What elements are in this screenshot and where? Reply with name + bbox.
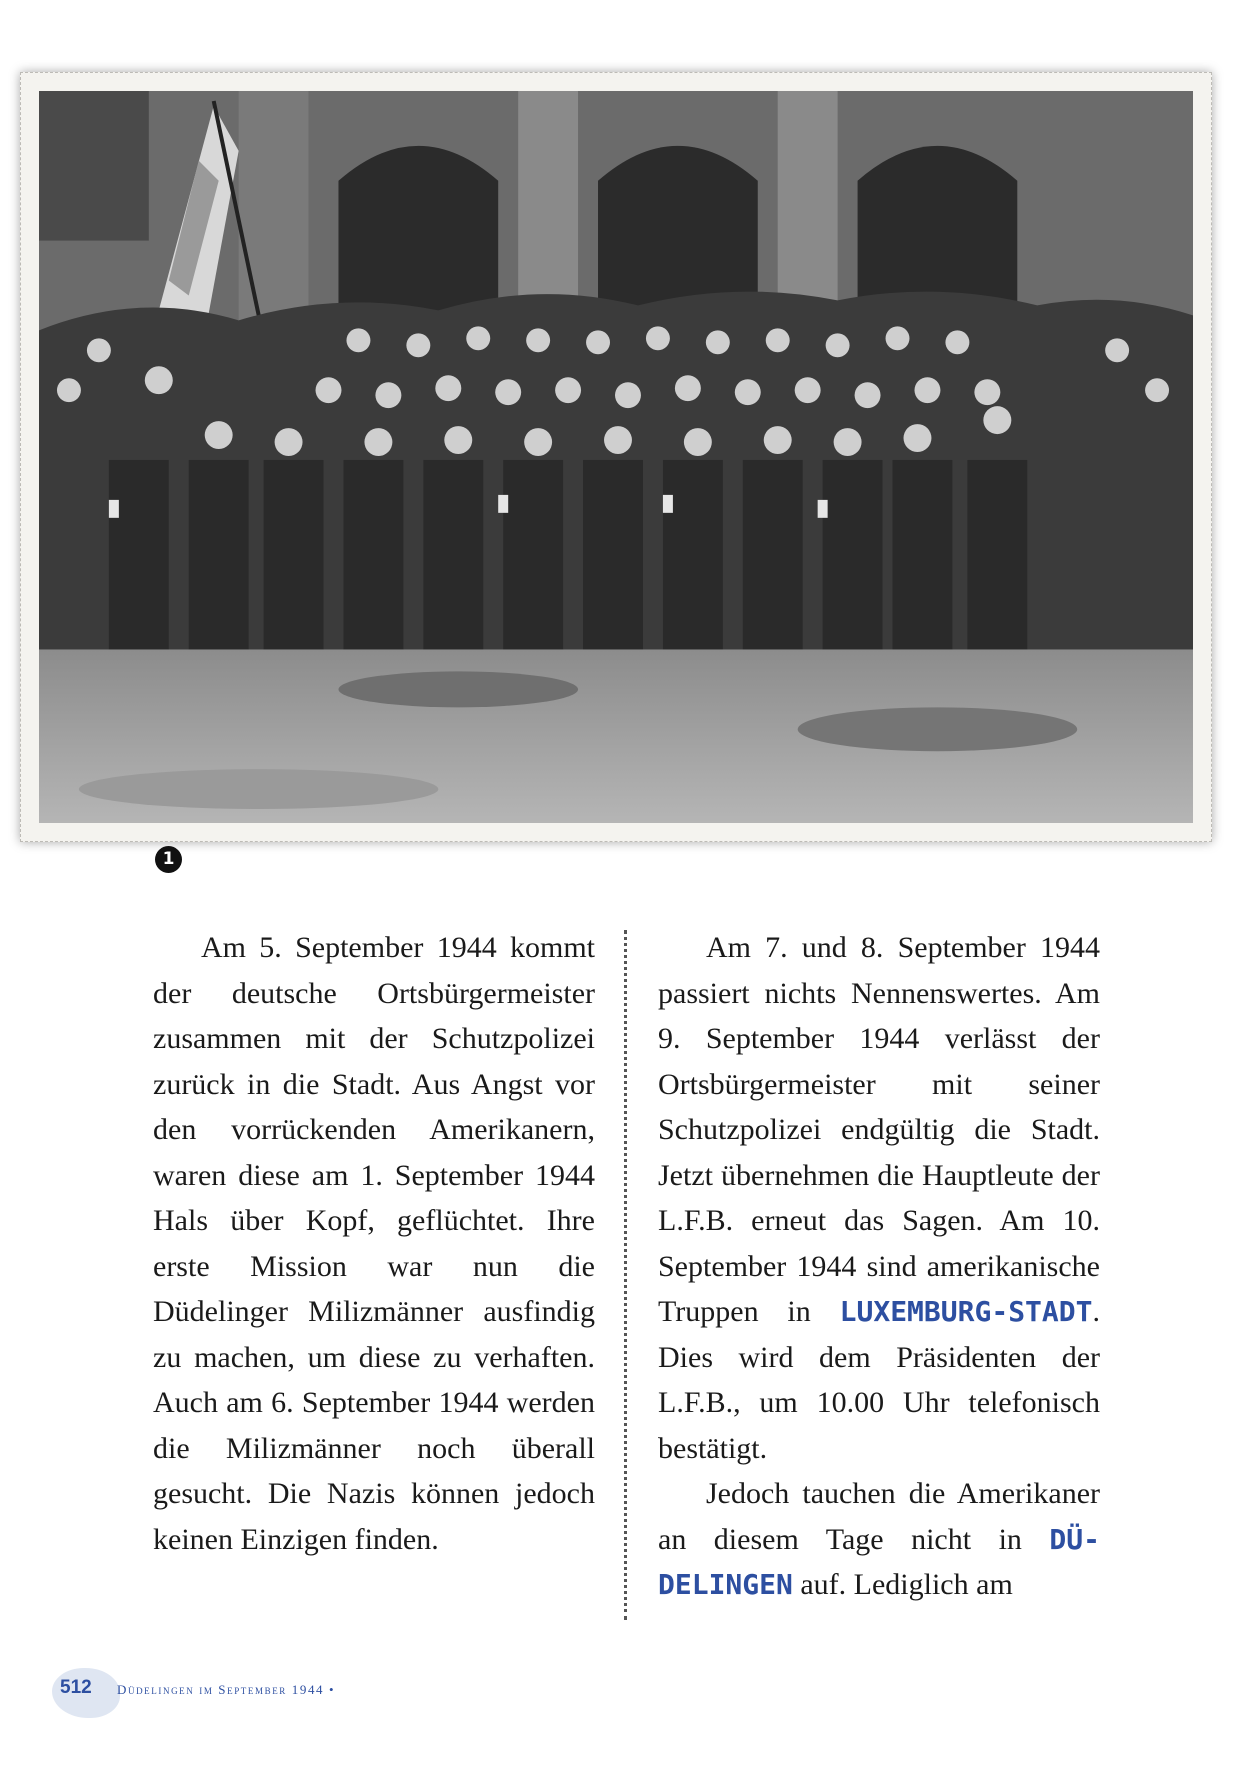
left-paragraph: Am 5. September 1944 kommt der deutsche Ortsbürgermeister zusammen mit der Schutzpolizei zurück in die Stadt. Aus Angst vor den vorrückenden Amerikanern, waren diese am 1. September 1944 Hals über Kopf, geflüchtet. Ihre erste Mission war nun die Düdelinger Milizmänner ausfindig zu machen, um diese zu verhaften. Auch am 6. September 1944 werden die Milizmänner noch überall gesucht. Die Nazis können jedoch keinen Einzigen finden. [153, 931, 595, 1556]
right-paragraph-1-text-b: . Dies wird dem Präsidenten der L.F.B., um 10.00 Uhr telefonisch bestätigt. [658, 1295, 1100, 1465]
column-divider [624, 930, 627, 1620]
page-number: 512 [60, 1677, 92, 1698]
left-text-column [153, 925, 595, 1562]
group-photo-illustration [39, 91, 1193, 823]
right-paragraph-2-text-a: Jedoch tauchen die Amerikaner an diesem Tage nicht in [658, 1477, 1100, 1556]
right-paragraph-2-text-b: auf. Lediglich am [792, 1568, 1013, 1601]
right-paragraph-2 [658, 1471, 1100, 1608]
running-head: Düdelingen im September 1944 • [117, 1682, 336, 1697]
right-paragraph-1-text-a: Am 7. und 8. September 1944 passiert nichts Nennenswertes. Am 9. September 1944 verlässt der Ortsbürgermeister mit seiner Schutzpolizei endgültig die Stadt. Jetzt übernehmen die Hauptleute der L.F.B. erneut das Sagen. Am 10. September 1944 sind amerikanische Truppen in [658, 931, 1100, 1328]
place-name-luxemburg-stadt: LUXEMBURG-STADT [839, 1295, 1093, 1328]
figure-number-badge: 1 [155, 846, 182, 873]
place-name-duedelingen: DÜDELINGEN [658, 1522, 1100, 1601]
historical-group-photo [39, 91, 1193, 823]
right-paragraph-1 [658, 925, 1100, 1471]
photo-frame [20, 72, 1212, 842]
right-text-column [658, 925, 1100, 1608]
